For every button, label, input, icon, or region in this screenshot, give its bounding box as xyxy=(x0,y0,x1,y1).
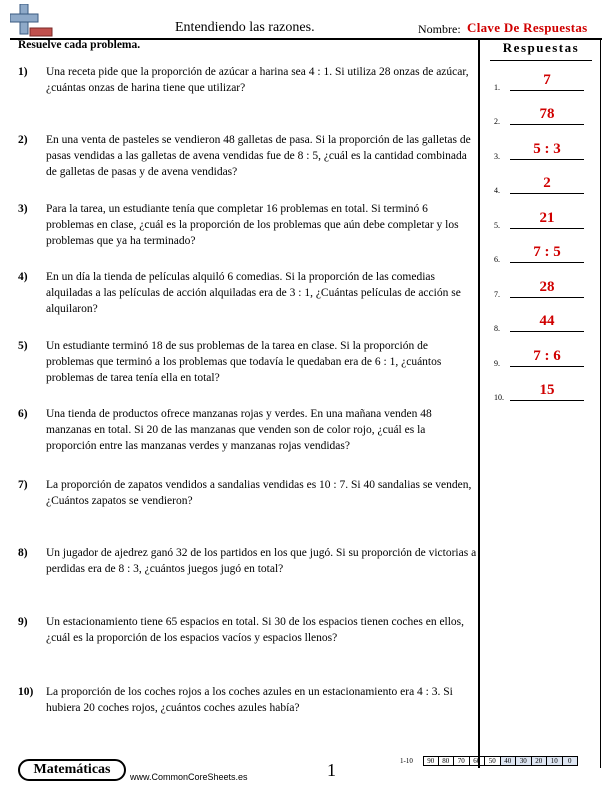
answer-line xyxy=(510,193,584,194)
answer-value: 7 : 5 xyxy=(533,244,561,260)
site-url: www.CommonCoreSheets.es xyxy=(130,772,248,782)
score-table xyxy=(423,756,578,766)
score-cell: 0 xyxy=(563,756,579,766)
score-cell: 90 xyxy=(423,756,439,766)
problem-text: Un estacionamiento tiene 65 espacios en total. Si 30 de los espacios tienen coches en ellos, ¿cuál es la proporción de los espacios vacíos y espacios llenos? xyxy=(46,616,465,644)
logo-plus-minus-icon xyxy=(10,4,54,40)
answer-value: 15 xyxy=(539,382,555,398)
answers-title-underline xyxy=(490,60,592,61)
score-cell: 20 xyxy=(532,756,548,766)
answer-value: 5 : 3 xyxy=(533,141,561,157)
page-number: 1 xyxy=(327,760,336,780)
worksheet-title: Entendiendo las razones. xyxy=(175,20,315,35)
answer-number: 9. xyxy=(494,359,500,368)
page-right-border xyxy=(600,40,601,768)
answer-1 xyxy=(494,62,594,92)
problem-number: 1) xyxy=(18,66,28,78)
answer-5 xyxy=(494,200,594,230)
problem-number: 3) xyxy=(18,203,28,215)
answer-line xyxy=(510,124,584,125)
answer-3 xyxy=(494,131,594,161)
answer-value: 44 xyxy=(539,313,555,329)
problem-number: 8) xyxy=(18,547,28,559)
problem-number: 9) xyxy=(18,616,28,628)
answer-line xyxy=(510,228,584,229)
score-cell: 30 xyxy=(516,756,532,766)
problem-text: La proporción de los coches rojos a los coches azules en un estacionamiento era 4 : 3. Si hubiera 20 coches rojos, ¿cuántos coches azules había? xyxy=(46,686,453,714)
score-range-label: 1-10 xyxy=(400,757,413,765)
answer-4 xyxy=(494,165,594,195)
problem-text: Un jugador de ajedrez ganó 32 de los partidos en los que jugó. Si su proporción de victorias a perdidas era de 8 : 3, ¿cuántos juegos jugó en total? xyxy=(46,547,477,575)
answer-value: 2 xyxy=(543,175,551,191)
score-cell: 10 xyxy=(547,756,563,766)
answer-line xyxy=(510,159,584,160)
answer-line xyxy=(510,90,584,91)
answer-value: 28 xyxy=(539,279,555,295)
answer-number: 1. xyxy=(494,83,500,92)
answer-line xyxy=(510,400,584,401)
answer-7 xyxy=(494,269,594,299)
score-cell: 70 xyxy=(454,756,470,766)
problem-text: La proporción de zapatos vendidos a sandalias vendidas es 10 : 7. Si 40 sandalias se venden, ¿Cuántos zapatos se vendieron? xyxy=(46,479,472,507)
answer-10 xyxy=(494,372,594,402)
problem-text: Un estudiante terminó 18 de sus problemas de la tarea en clase. Si la proporción de problemas que terminó a los problemas que todavía le quedaban era de 6 : 1, ¿cuántos problemas de tarea tenía ella en total? xyxy=(46,340,442,384)
answer-value: 7 xyxy=(543,72,551,88)
problem-text: Una tienda de productos ofrece manzanas rojas y verdes. En una mañana venden 48 manzanas en total. Si 20 de las manzanas que venden son de color rojo, ¿cuál es la proporción entre las manzanas verdes y manzanas rojas vendidas? xyxy=(46,408,432,452)
score-cell: 80 xyxy=(439,756,455,766)
answer-number: 8. xyxy=(494,324,500,333)
problem-number: 2) xyxy=(18,134,28,146)
name-label: Nombre: xyxy=(418,22,461,36)
answer-9 xyxy=(494,338,594,368)
answer-number: 7. xyxy=(494,290,500,299)
instructions: Resuelve cada problema. xyxy=(18,39,141,51)
answer-number: 4. xyxy=(494,186,500,195)
answer-2 xyxy=(494,96,594,126)
answer-number: 6. xyxy=(494,255,500,264)
problem-number: 7) xyxy=(18,479,28,491)
problem-text: En una venta de pasteles se vendieron 48 galletas de pasa. Si la proporción de las galletas de pasas vendidas a las galletas de avena vendidas fue de 8 : 5, ¿cuál es la cantidad combinada de galletas de pasas y de avena vendidas? xyxy=(46,134,471,178)
problem-text: Para la tarea, un estudiante tenía que completar 16 problemas en total. Si terminó 6 problemas en clase, ¿cuál es la proporción de los problemas que aún debe completar y los problemas que ya ha terminado? xyxy=(46,203,459,247)
answer-line xyxy=(510,331,584,332)
score-cell: 40 xyxy=(501,756,517,766)
score-cell: 60 xyxy=(470,756,486,766)
problem-text: Una receta pide que la proporción de azúcar a harina sea 4 : 1. Si utiliza 28 onzas de azúcar, ¿cuántas onzas de harina tiene que utilizar? xyxy=(46,66,469,94)
answer-number: 10. xyxy=(494,393,504,402)
name-value: Clave De Respuestas xyxy=(467,20,588,35)
score-cell: 50 xyxy=(485,756,501,766)
answer-number: 5. xyxy=(494,221,500,230)
problem-number: 6) xyxy=(18,408,28,420)
brand-badge: Matemáticas xyxy=(18,759,126,781)
answer-6 xyxy=(494,234,594,264)
answer-number: 3. xyxy=(494,152,500,161)
answer-column-divider xyxy=(478,40,480,768)
answer-line xyxy=(510,262,584,263)
answer-value: 21 xyxy=(539,210,555,226)
answer-value: 78 xyxy=(539,106,555,122)
answer-value: 7 : 6 xyxy=(533,348,561,364)
answer-line xyxy=(510,366,584,367)
answer-number: 2. xyxy=(494,117,500,126)
answers-title: Respuestas xyxy=(502,40,580,55)
problem-number: 4) xyxy=(18,271,28,283)
problem-number: 10) xyxy=(18,686,34,698)
problem-number: 5) xyxy=(18,340,28,352)
answer-line xyxy=(510,297,584,298)
answer-8 xyxy=(494,303,594,333)
problem-text: En un día la tienda de películas alquiló 6 comedias. Si la proporción de las comedias alquiladas a las películas de acción alquiladas era de 3 : 1, ¿Cuántas películas de acción se alquilaron? xyxy=(46,271,461,315)
